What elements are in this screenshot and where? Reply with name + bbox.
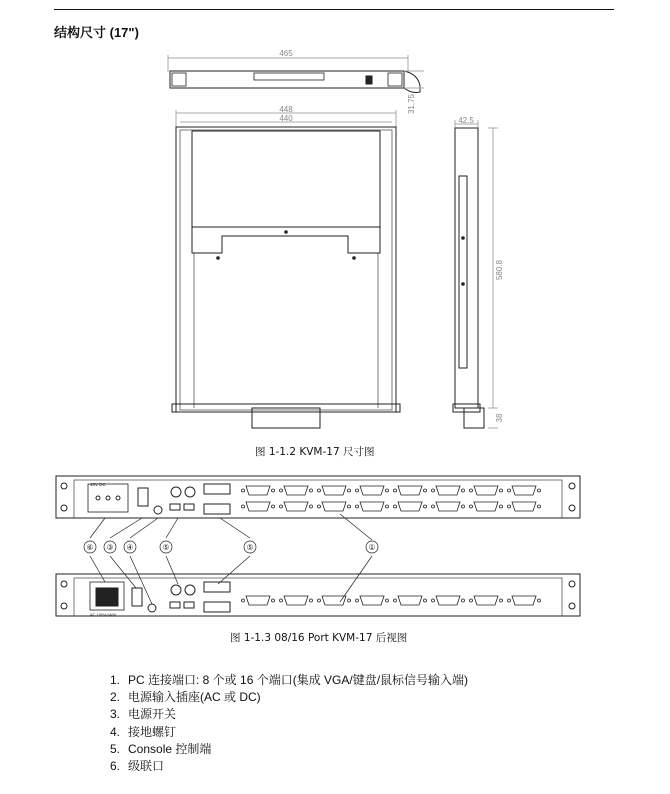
port-screw	[470, 489, 473, 492]
port-screw	[424, 489, 427, 492]
component-list	[100, 672, 468, 775]
vga-port	[474, 486, 498, 495]
port-screw	[356, 599, 359, 602]
top-view-drawing	[168, 55, 424, 93]
callout-5a: ⑤	[162, 543, 170, 552]
callout-5b: ⑤	[246, 543, 254, 552]
port-screw	[508, 505, 511, 508]
dim-top-height: 31.75	[407, 93, 416, 115]
rear-panel-dc	[56, 476, 580, 518]
callout-4: ④	[126, 543, 134, 552]
port-screw	[310, 505, 313, 508]
port-screw	[432, 489, 435, 492]
port-screw	[272, 599, 275, 602]
port-screw	[424, 505, 427, 508]
vga-ports-row-ac	[242, 596, 541, 605]
vga-port	[512, 502, 536, 511]
list-item: 6. 级联口	[109, 759, 165, 774]
port-screw	[318, 599, 321, 602]
figure1-caption: 图 1-1.2 KVM-17 尺寸图	[255, 446, 375, 458]
vga-port	[360, 486, 384, 495]
vga-port	[284, 486, 308, 495]
vga-port	[246, 596, 270, 605]
port-screw	[242, 505, 245, 508]
port-screw	[500, 489, 503, 492]
vga-port	[474, 502, 498, 511]
list-item: 5. Console 控制端	[109, 741, 212, 756]
port-screw	[508, 599, 511, 602]
port-screw	[280, 505, 283, 508]
dim-top-width: 465	[279, 49, 293, 58]
callout-3: ③	[106, 543, 114, 552]
vga-port	[436, 596, 460, 605]
port-screw	[280, 489, 283, 492]
port-screw	[470, 505, 473, 508]
vga-port	[284, 596, 308, 605]
port-screw	[272, 505, 275, 508]
vga-port	[398, 596, 422, 605]
port-screw	[348, 599, 351, 602]
rear-panel-ac	[56, 574, 580, 616]
port-screw	[500, 505, 503, 508]
vga-port	[398, 502, 422, 511]
port-screw	[462, 505, 465, 508]
vga-port	[246, 502, 270, 511]
callout-6: ⑥	[86, 543, 94, 552]
port-screw	[508, 489, 511, 492]
port-screw	[356, 489, 359, 492]
list-item: 2. 电源输入插座(AC 或 DC)	[109, 690, 261, 705]
dim-handle-depth: 38	[495, 413, 504, 423]
port-screw	[386, 489, 389, 492]
vga-port	[322, 502, 346, 511]
port-screw	[462, 489, 465, 492]
port-screw	[272, 489, 275, 492]
port-screw	[318, 489, 321, 492]
vga-port	[512, 596, 536, 605]
port-screw	[310, 489, 313, 492]
port-screw	[348, 505, 351, 508]
vga-port	[322, 596, 346, 605]
port-screw	[318, 505, 321, 508]
dim-front-outer: 448	[279, 105, 293, 114]
vga-port	[512, 486, 536, 495]
dc-power-label: 48V DC	[90, 482, 106, 487]
dim-front-inner: 440	[279, 114, 293, 123]
front-view-drawing	[172, 110, 400, 428]
port-screw	[470, 599, 473, 602]
side-view-drawing	[453, 120, 498, 428]
dim-side-depth: 42.5	[458, 116, 474, 125]
port-screw	[386, 505, 389, 508]
port-screw	[242, 599, 245, 602]
port-screw	[432, 599, 435, 602]
vga-port	[436, 486, 460, 495]
list-item: 1. PC 连接端口: 8 个或 16 个端口(集成 VGA/键盘/鼠标信号输入端)	[109, 673, 469, 687]
vga-port	[246, 486, 270, 495]
dim-side-length: 580.8	[495, 259, 504, 281]
vga-port	[360, 502, 384, 511]
callout-1: ①	[368, 543, 376, 552]
ac-power-label: AC 100V-240V	[90, 612, 117, 617]
port-screw	[348, 489, 351, 492]
port-screw	[424, 599, 427, 602]
port-screw	[538, 505, 541, 508]
port-screw	[310, 599, 313, 602]
port-screw	[394, 599, 397, 602]
section-title: 结构尺寸 (17")	[54, 25, 139, 40]
port-screw	[538, 489, 541, 492]
vga-port	[284, 502, 308, 511]
port-screw	[462, 599, 465, 602]
port-screw	[500, 599, 503, 602]
port-screw	[386, 599, 389, 602]
port-screw	[432, 505, 435, 508]
port-screw	[394, 489, 397, 492]
port-screw	[356, 505, 359, 508]
vga-port	[474, 596, 498, 605]
figure2-caption: 图 1-1.3 08/16 Port KVM-17 后视图	[230, 632, 408, 644]
list-item: 4. 接地螺钉	[109, 724, 177, 739]
port-screw	[280, 599, 283, 602]
vga-ports-row-dc	[242, 486, 541, 511]
port-screw	[538, 599, 541, 602]
rear-view-drawing	[0, 470, 670, 630]
vga-port	[436, 502, 460, 511]
vga-port	[360, 596, 384, 605]
vga-port	[398, 486, 422, 495]
port-screw	[394, 505, 397, 508]
vga-port	[322, 486, 346, 495]
list-item: 3. 电源开关	[109, 707, 177, 722]
port-screw	[242, 489, 245, 492]
